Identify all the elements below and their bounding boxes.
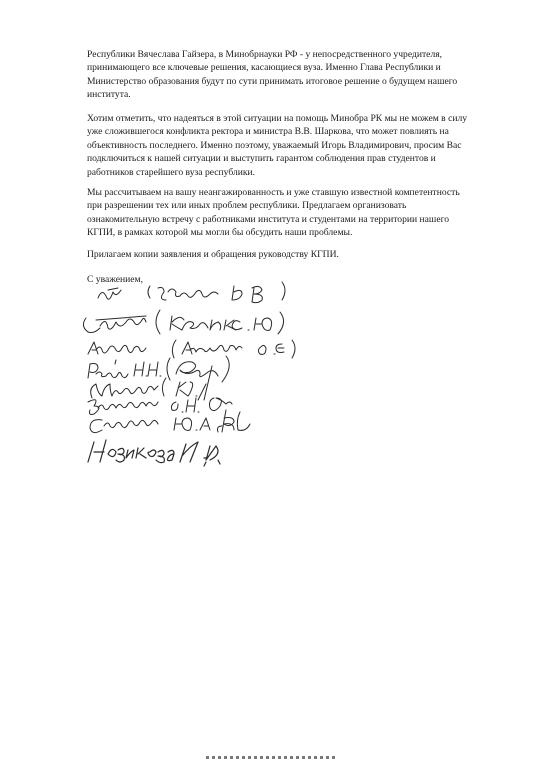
- signature-7: [90, 410, 250, 433]
- text-line: Министерство образования будут по сути принимать итоговое решение о будущем нашего: [87, 75, 458, 87]
- signature-8: [88, 440, 220, 466]
- text-line: Прилагаем копии заявления и обращения руководству КГПИ.: [87, 249, 339, 260]
- scan-artifact-line: [206, 756, 336, 759]
- text-line: подключиться к нашей ситуации и выступить гарантом соблюдения прав студентов и: [87, 153, 436, 165]
- signature-2: [83, 310, 283, 334]
- text-line: работников старейшего вуза республики.: [87, 166, 256, 178]
- text-line: объективность последнего. Именно поэтому, уважаемый Игорь Владимирович, просим Вас: [87, 139, 462, 151]
- text-line: института.: [87, 89, 131, 101]
- text-line: уже сложившегося конфликта ректора и министра В.В. Шаркова, что может повлиять на: [87, 126, 449, 138]
- signature-4: [88, 356, 229, 382]
- signature-1: [98, 282, 285, 303]
- text-line: Республики Вячеслава Гайзера, в Минобрнауки РФ - у непосредственного учредителя,: [87, 49, 443, 60]
- signature-6: [88, 398, 232, 415]
- text-line: принимающего все ключевые решения, касающиеся вуза. Именно Глава Республики и: [87, 62, 441, 74]
- text-line: Хотим отметить, что надеяться в этой ситуации на помощь Минобра РК мы не можем в силу: [87, 113, 468, 124]
- text-line: КГПИ, в рамках которой мы могли бы обсудить наши проблемы.: [87, 227, 353, 239]
- text-line: Мы рассчитываем на вашу неангажированность и уже ставшую известной компетентность: [87, 187, 460, 198]
- signature-5: [91, 366, 212, 400]
- text-line: при разрешении тех или иных проблем республики. Предлагаем организовать: [87, 200, 407, 212]
- closing-salutation: С уважением,: [87, 274, 144, 285]
- text-line: ознакомительную встречу с работниками института и студентами на территории нашего: [87, 213, 450, 225]
- signature-3: [88, 340, 295, 364]
